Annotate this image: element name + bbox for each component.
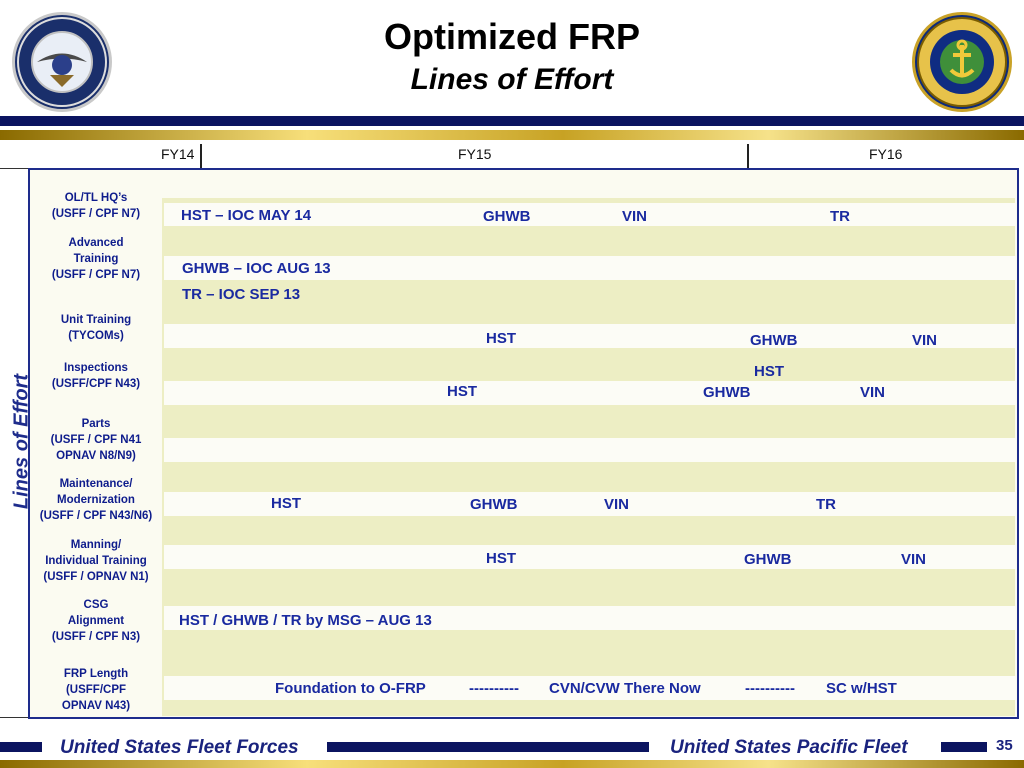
- row-strip-parts: [164, 438, 1016, 462]
- inspections-hst-2-label: HST: [754, 363, 784, 380]
- maintenance-tr-label: TR: [816, 496, 836, 513]
- category-unit-training: Unit Training (TYCOMs): [60, 314, 132, 342]
- fy15-label: FY15: [458, 146, 492, 162]
- header-navy-bar: [0, 116, 1024, 126]
- manning-hst-label: HST: [486, 550, 516, 567]
- footer-pacific-fleet: United States Pacific Fleet: [670, 737, 908, 758]
- frp-sc-hst-label: SC w/HST: [826, 680, 897, 697]
- maintenance-ghwb-label: GHWB: [470, 496, 518, 513]
- lines-of-effort-side-label: Lines of Effort: [10, 373, 33, 510]
- unit-vin-label: VIN: [912, 332, 938, 349]
- category-olt-hq: OL/TL HQ’s (USFF / CPF N7): [51, 192, 141, 220]
- olt-hst-ioc-label: HST – IOC MAY 14: [181, 207, 312, 224]
- category-parts: Parts (USFF / CPF N41 OPNAV N8/N9): [50, 418, 142, 462]
- category-frp-length: FRP Length (USFF/CPF OPNAV N43): [61, 668, 131, 712]
- frp-dashes-1: ----------: [469, 680, 519, 697]
- slide-subtitle: Lines of Effort: [410, 63, 614, 96]
- fleet-forces-seal-icon: [12, 12, 112, 112]
- advanced-ghwb-ioc-label: GHWB – IOC AUG 13: [182, 260, 331, 277]
- row-strip-manning: [164, 545, 1016, 569]
- page-number: 35: [996, 737, 1013, 754]
- footer-gold-bar: [0, 760, 1024, 768]
- inspections-ghwb-label: GHWB: [703, 384, 751, 401]
- manning-ghwb-label: GHWB: [744, 551, 792, 568]
- fy16-label: FY16: [869, 146, 903, 162]
- olt-vin-label: VIN: [622, 208, 648, 225]
- frp-foundation-label: Foundation to O-FRP: [275, 680, 426, 697]
- maintenance-vin-label: VIN: [604, 496, 630, 513]
- manning-vin-label: VIN: [901, 551, 927, 568]
- inspections-vin-label: VIN: [860, 384, 886, 401]
- footer-navy-bar-mid: [327, 742, 649, 752]
- footer-fleet-forces: United States Fleet Forces: [60, 737, 299, 758]
- advanced-tr-ioc-label: TR – IOC SEP 13: [182, 286, 301, 303]
- frp-cvn-cvw-label: CVN/CVW There Now: [549, 680, 701, 697]
- csg-alignment-label: HST / GHWB / TR by MSG – AUG 13: [179, 612, 432, 629]
- unit-hst-label: HST: [486, 330, 516, 347]
- maintenance-hst-label: HST: [271, 495, 301, 512]
- row-strip-inspections: [164, 381, 1016, 405]
- olt-tr-label: TR: [830, 208, 850, 225]
- row-strip-unit: [164, 324, 1016, 348]
- footer-navy-bar-right: [941, 742, 987, 752]
- slide-title: Optimized FRP: [383, 16, 640, 57]
- category-inspections: Inspections (USFF/CPF N43): [51, 362, 141, 390]
- category-maintenance: Maintenance/ Modernization (USFF / CPF N43/N6): [39, 478, 153, 522]
- category-manning: Manning/ Individual Training (USFF / OPNAV N1): [43, 539, 149, 583]
- frp-dashes-2: ----------: [745, 680, 795, 697]
- pacific-fleet-seal-icon: [912, 12, 1012, 112]
- olt-ghwb-label: GHWB: [483, 208, 531, 225]
- inspections-hst-label: HST: [447, 383, 477, 400]
- footer-navy-bar-left: [0, 742, 42, 752]
- frame-left-rule-bottom: [0, 717, 30, 718]
- category-csg-alignment: CSG Alignment (USFF / CPF N3): [51, 599, 141, 643]
- frame-left-rule-top: [0, 168, 30, 169]
- fy14-label: FY14: [161, 146, 195, 162]
- header-gold-bar: [0, 130, 1024, 140]
- category-advanced-training: Advanced Training (USFF / CPF N7): [51, 237, 141, 281]
- unit-ghwb-label: GHWB: [750, 332, 798, 349]
